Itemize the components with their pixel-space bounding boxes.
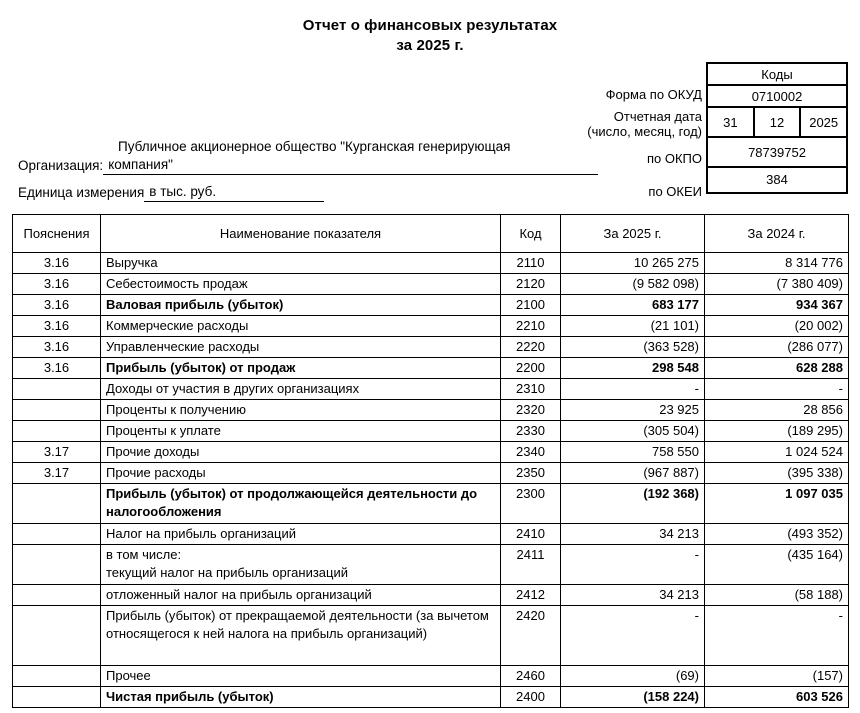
cell-indicator-name: Прочие расходы: [101, 463, 501, 484]
cell-value-previous: (493 352): [705, 524, 849, 545]
cell-value-current: (363 528): [561, 337, 705, 358]
cell-code: 2340: [501, 442, 561, 463]
codes-box: [706, 62, 848, 194]
okud-value: 0710002: [708, 86, 846, 108]
column-header-current: За 2025 г.: [561, 215, 705, 253]
cell-value-previous: 8 314 776: [705, 253, 849, 274]
cell-value-previous: (286 077): [705, 337, 849, 358]
table-row: [13, 524, 849, 545]
okpo-label: по ОКПО: [646, 151, 702, 166]
cell-indicator-name: Налог на прибыль организаций: [101, 524, 501, 545]
table-row: [13, 421, 849, 442]
cell-note: 3.16: [13, 316, 101, 337]
table-row: [13, 585, 849, 606]
cell-note: 3.17: [13, 463, 101, 484]
cell-note: 3.16: [13, 295, 101, 316]
table-row: [13, 295, 849, 316]
column-header-note: Пояснения: [13, 215, 101, 253]
cell-indicator-name: Коммерческие расходы: [101, 316, 501, 337]
okei-value: 384: [766, 172, 788, 187]
cell-indicator-name: Прочие доходы: [101, 442, 501, 463]
table-row: [13, 253, 849, 274]
cell-code: 2460: [501, 666, 561, 687]
cell-note: [13, 687, 101, 708]
cell-value-current: 10 265 275: [561, 253, 705, 274]
cell-code: 2200: [501, 358, 561, 379]
cell-indicator-name: Прибыль (убыток) от продолжающейся деятельности до налогообложения: [101, 484, 501, 524]
cell-value-current: (305 504): [561, 421, 705, 442]
column-header-name: Наименование показателя: [101, 215, 501, 253]
cell-indicator-name: Проценты к получению: [101, 400, 501, 421]
codes-header: Коды: [708, 64, 846, 86]
date-day: 31: [708, 108, 755, 136]
unit-value: в тыс. руб.: [144, 183, 324, 202]
cell-value-previous: 603 526: [705, 687, 849, 708]
cell-note: 3.16: [13, 253, 101, 274]
cell-value-current: (21 101): [561, 316, 705, 337]
cell-code: 2110: [501, 253, 561, 274]
cell-value-current: (967 887): [561, 463, 705, 484]
cell-value-previous: -: [705, 379, 849, 400]
cell-code: 2330: [501, 421, 561, 442]
organization-name-line1: Публичное акционерное общество "Курганская генерирующая: [118, 139, 511, 154]
table-row: [13, 316, 849, 337]
cell-note: [13, 400, 101, 421]
title-line-1: Отчет о финансовых результатах: [302, 17, 558, 34]
reporting-date-row: [708, 108, 846, 138]
document-title: [0, 0, 860, 56]
cell-value-current: 34 213: [561, 585, 705, 606]
cell-note: [13, 524, 101, 545]
organization-block: [18, 138, 598, 202]
cell-value-current: 298 548: [561, 358, 705, 379]
cell-value-previous: (7 380 409): [705, 274, 849, 295]
table-row: [13, 274, 849, 295]
okei-label: по ОКЕИ: [648, 184, 702, 199]
reporting-date-label: [587, 109, 702, 139]
cell-note: 3.16: [13, 337, 101, 358]
cell-note: [13, 421, 101, 442]
cell-note: [13, 379, 101, 400]
financial-results-table: [12, 214, 849, 708]
cell-indicator-name: Валовая прибыль (убыток): [101, 295, 501, 316]
cell-value-current: 683 177: [561, 295, 705, 316]
cell-indicator-name: Выручка: [101, 253, 501, 274]
unit-label: Единица измерения: [18, 185, 145, 200]
cell-value-current: -: [561, 606, 705, 666]
okud-label: Форма по ОКУД: [605, 87, 702, 102]
cell-code: 2300: [501, 484, 561, 524]
cell-indicator-name: Управленческие расходы: [101, 337, 501, 358]
cell-code: 2320: [501, 400, 561, 421]
cell-code: 2210: [501, 316, 561, 337]
cell-value-previous: 628 288: [705, 358, 849, 379]
cell-value-current: (158 224): [561, 687, 705, 708]
table-row: [13, 379, 849, 400]
cell-note: [13, 606, 101, 666]
date-month: 12: [755, 108, 802, 136]
cell-value-current: -: [561, 545, 705, 585]
cell-value-previous: (189 295): [705, 421, 849, 442]
cell-note: 3.17: [13, 442, 101, 463]
cell-code: 2420: [501, 606, 561, 666]
reporting-date-label-line2: (число, месяц, год): [587, 124, 702, 139]
table-row: [13, 442, 849, 463]
cell-value-previous: 934 367: [705, 295, 849, 316]
okpo-value: 78739752: [708, 138, 846, 168]
cell-value-previous: (58 188): [705, 585, 849, 606]
organization-row: [18, 156, 598, 175]
cell-indicator-name: Прибыль (убыток) от продаж: [101, 358, 501, 379]
organization-label: Организация:: [18, 158, 104, 173]
cell-code: 2412: [501, 585, 561, 606]
cell-indicator-name: Прочее: [101, 666, 501, 687]
table-row: [13, 337, 849, 358]
cell-code: 2100: [501, 295, 561, 316]
cell-value-current: 23 925: [561, 400, 705, 421]
cell-value-previous: (157): [705, 666, 849, 687]
cell-value-current: -: [561, 379, 705, 400]
cell-note: [13, 585, 101, 606]
table-row: [13, 400, 849, 421]
cell-code: 2120: [501, 274, 561, 295]
cell-code: 2350: [501, 463, 561, 484]
unit-row: [18, 183, 598, 202]
cell-value-previous: 1 024 524: [705, 442, 849, 463]
financial-results-table-wrap: [12, 214, 850, 708]
table-row: [13, 606, 849, 666]
cell-value-previous: (435 164): [705, 545, 849, 585]
cell-code: 2411: [501, 545, 561, 585]
cell-code: 2310: [501, 379, 561, 400]
cell-value-current: 34 213: [561, 524, 705, 545]
reporting-date-label-line1: Отчетная дата: [613, 109, 702, 124]
organization-name-line2: компания": [103, 156, 598, 175]
cell-value-current: (192 368): [561, 484, 705, 524]
cell-indicator-name: в том числе: текущий налог на прибыль организаций: [101, 545, 501, 585]
cell-value-current: (9 582 098): [561, 274, 705, 295]
table-row: [13, 545, 849, 585]
table-row: [13, 687, 849, 708]
cell-value-previous: (395 338): [705, 463, 849, 484]
cell-note: 3.16: [13, 274, 101, 295]
column-header-code: Код: [501, 215, 561, 253]
table-row: [13, 666, 849, 687]
table-header-row: [13, 215, 849, 253]
table-row: [13, 463, 849, 484]
cell-value-current: (69): [561, 666, 705, 687]
cell-note: [13, 545, 101, 585]
cell-indicator-name: отложенный налог на прибыль организаций: [101, 585, 501, 606]
cell-note: 3.16: [13, 358, 101, 379]
cell-code: 2220: [501, 337, 561, 358]
cell-indicator-name: Себестоимость продаж: [101, 274, 501, 295]
cell-value-current: 758 550: [561, 442, 705, 463]
title-line-2: за 2025 г.: [396, 37, 464, 54]
cell-code: 2400: [501, 687, 561, 708]
cell-indicator-name: Чистая прибыль (убыток): [101, 687, 501, 708]
cell-value-previous: 28 856: [705, 400, 849, 421]
date-year: 2025: [809, 115, 839, 130]
cell-value-previous: 1 097 035: [705, 484, 849, 524]
cell-indicator-name: Прибыль (убыток) от прекращаемой деятельности (за вычетом относящегося к ней налога на прибыль организаций): [101, 606, 501, 666]
cell-code: 2410: [501, 524, 561, 545]
cell-value-previous: (20 002): [705, 316, 849, 337]
cell-value-previous: -: [705, 606, 849, 666]
table-row: [13, 358, 849, 379]
table-row: [13, 484, 849, 524]
table-body: [13, 253, 849, 708]
cell-note: [13, 484, 101, 524]
cell-indicator-name: Доходы от участия в других организациях: [101, 379, 501, 400]
header-area: [0, 62, 860, 208]
cell-note: [13, 666, 101, 687]
cell-indicator-name: Проценты к уплате: [101, 421, 501, 442]
column-header-previous: За 2024 г.: [705, 215, 849, 253]
